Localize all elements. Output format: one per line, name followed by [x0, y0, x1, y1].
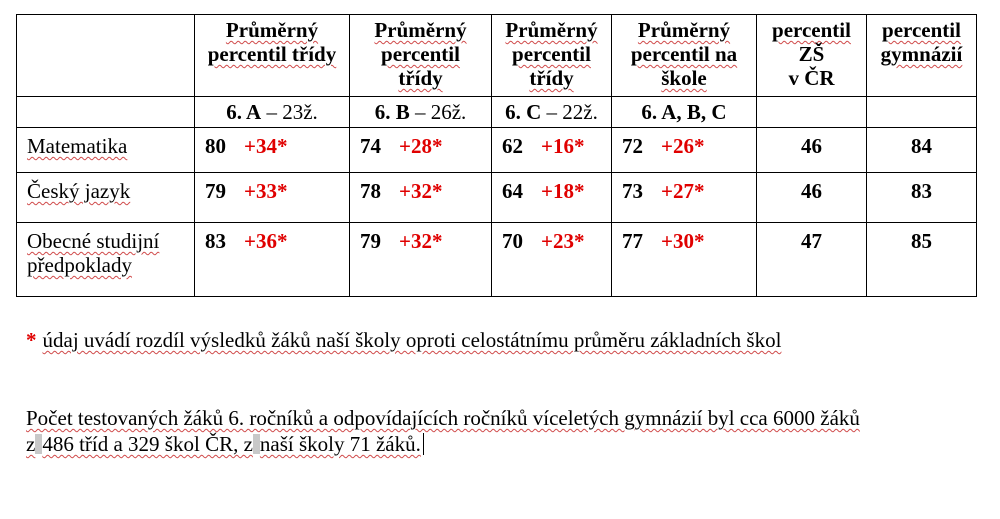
difference-value: +27* [661, 179, 705, 203]
footnote-text: údaj uvádí rozdíl výsledků žáků naší školy oproti celostátnímu průměru základních škol [42, 328, 782, 352]
percentile-value: 64 [502, 179, 523, 203]
percentile-value: 74 [360, 134, 381, 158]
percentile-value: 70 [502, 229, 523, 253]
difference-value: +36* [244, 229, 288, 253]
percentile-value: 77 [622, 229, 643, 253]
subheader-6c [492, 97, 612, 128]
header-row [17, 15, 977, 97]
subheader-empty-zs [757, 97, 867, 128]
zs-value: 47 [757, 223, 867, 297]
gym-value: 85 [867, 223, 977, 297]
value-cell [350, 128, 492, 173]
footnote-star: * [26, 328, 37, 352]
header-line: percentil třídy [207, 42, 337, 66]
header-class-percentile-c [492, 15, 612, 97]
header-line: percentil [882, 18, 961, 42]
header-zs-percentile [757, 15, 867, 97]
percentile-value: 73 [622, 179, 643, 203]
class-count: – 22ž. [541, 100, 598, 124]
formatting-mark-icon [253, 434, 260, 454]
class-name: 6. A, B, C [641, 100, 727, 124]
paragraph-fragment: z [26, 432, 36, 456]
value-cell [492, 173, 612, 223]
class-name: 6. A [226, 100, 262, 124]
value-cell [350, 223, 492, 297]
percentile-value: 83 [205, 229, 226, 253]
table-row [17, 128, 977, 173]
header-line: třídy [398, 66, 443, 90]
difference-value: +16* [541, 134, 585, 158]
value-cell [612, 173, 757, 223]
table-row [17, 223, 977, 297]
class-name: 6. C [505, 100, 542, 124]
results-table [16, 14, 977, 297]
header-line: Průměrný [374, 18, 467, 42]
row-label-line: Matematika [27, 134, 128, 158]
percentile-value: 72 [622, 134, 643, 158]
difference-value: +23* [541, 229, 585, 253]
subheader-6a [195, 97, 350, 128]
paragraph-fragment: 486 tříd a 329 škol ČR, z [42, 432, 253, 456]
difference-value: +32* [399, 179, 443, 203]
summary-paragraph[interactable] [26, 405, 926, 457]
header-line: gymnázií [880, 42, 963, 66]
value-cell [612, 128, 757, 173]
difference-value: +18* [541, 179, 585, 203]
header-class-percentile-b [350, 15, 492, 97]
subheader-empty-gym [867, 97, 977, 128]
class-name: 6. B [374, 100, 410, 124]
value-cell [350, 173, 492, 223]
paragraph-fragment: naší školy 71 žáků. [259, 432, 421, 456]
difference-value: +33* [244, 179, 288, 203]
subheader-6abc [612, 97, 757, 128]
value-cell [195, 223, 350, 297]
header-line: percentil [512, 42, 591, 66]
subheader-empty-cell [17, 97, 195, 128]
header-line: ZŠ [798, 42, 825, 66]
class-count: – 26ž. [409, 100, 467, 124]
difference-value: +34* [244, 134, 288, 158]
header-line: percentil na [630, 42, 738, 66]
table-row [17, 173, 977, 223]
percentile-value: 62 [502, 134, 523, 158]
percentile-value: 78 [360, 179, 381, 203]
row-label-line: Český jazyk [27, 179, 131, 203]
header-line: percentil [381, 42, 460, 66]
paragraph-line [26, 431, 926, 457]
text-cursor [423, 433, 424, 455]
value-cell [492, 223, 612, 297]
difference-value: +30* [661, 229, 705, 253]
row-label-line: předpoklady [27, 253, 132, 277]
header-line: třídy [529, 66, 574, 90]
percentile-value: 79 [205, 179, 226, 203]
row-label [17, 223, 195, 297]
footnote [26, 328, 781, 352]
percentile-value: 80 [205, 134, 226, 158]
header-line: Průměrný [637, 18, 731, 42]
difference-value: +26* [661, 134, 705, 158]
header-line: Průměrný [225, 18, 319, 42]
header-gymnazium-percentile [867, 15, 977, 97]
gym-value: 83 [867, 173, 977, 223]
value-cell [492, 128, 612, 173]
header-line: v ČR [788, 66, 835, 90]
difference-value: +28* [399, 134, 443, 158]
paragraph-line: Počet testovaných žáků 6. ročníků a odpovídajících ročníků víceletých gymnázií byl cca 6000 žáků [26, 406, 860, 430]
zs-value: 46 [757, 128, 867, 173]
row-label [17, 128, 195, 173]
class-count: – 23ž. [261, 100, 318, 124]
difference-value: +32* [399, 229, 443, 253]
gym-value: 84 [867, 128, 977, 173]
header-school-percentile [612, 15, 757, 97]
value-cell [195, 128, 350, 173]
header-empty-cell [17, 15, 195, 97]
value-cell [195, 173, 350, 223]
row-label [17, 173, 195, 223]
subheader-6b [350, 97, 492, 128]
header-line: Průměrný [505, 18, 598, 42]
percentile-value: 79 [360, 229, 381, 253]
row-label-line: Obecné studijní [27, 229, 160, 253]
header-line: percentil [772, 18, 851, 42]
value-cell [612, 223, 757, 297]
zs-value: 46 [757, 173, 867, 223]
header-class-percentile-a [195, 15, 350, 97]
subheader-row [17, 97, 977, 128]
header-line: škole [661, 66, 707, 90]
